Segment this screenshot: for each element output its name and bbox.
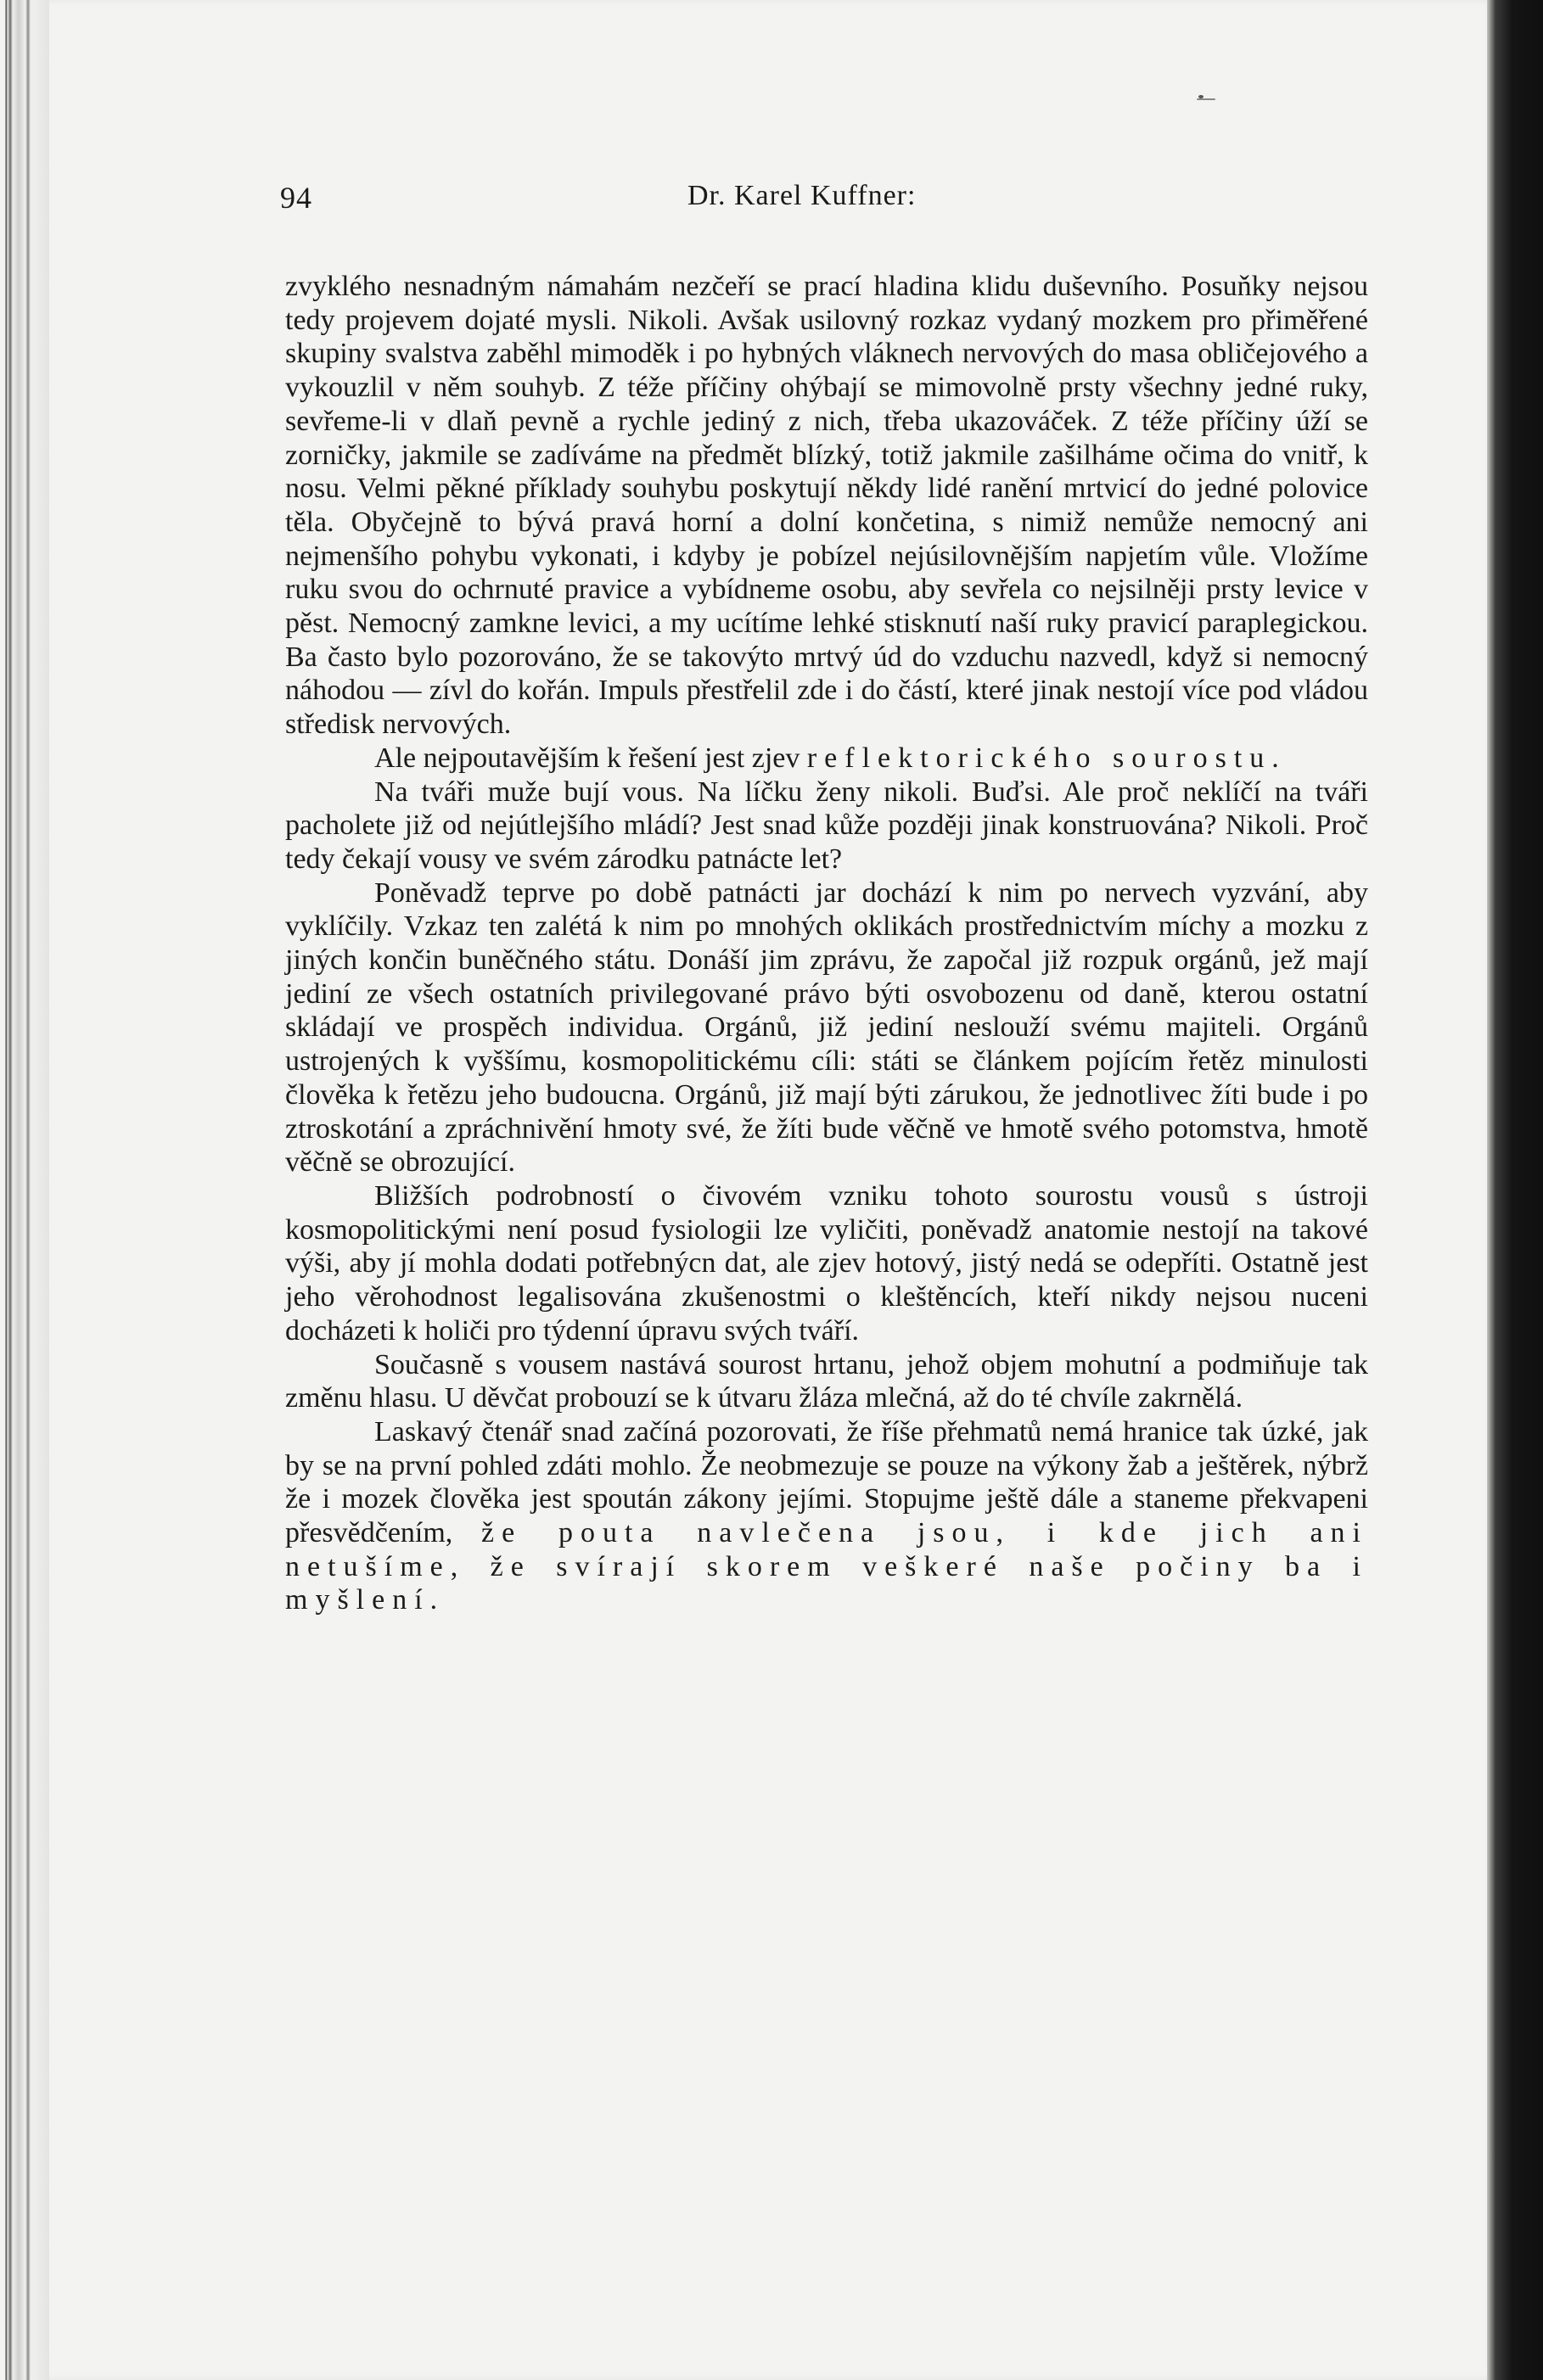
running-head: Dr. Karel Kuffner: bbox=[687, 180, 917, 211]
paragraph-text: Bližších podrobností o čivovém vzniku tohoto sourostu vousů s ústroji kosmopolitickými není posud fysiologii lze vyličiti, poněvadž anatomie nestojí na takové výši, aby jí mohla dodati potřebnýcn dat, ale zjev hotový, jistý nedá se odepříti. Ostatně jest jeho věrohodnost legalisována zkušenostmi o kleštěncích, kteří nikdy nejsou nuceni docházeti k holiči pro týdenní úpravu svých tváří. bbox=[285, 1179, 1368, 1347]
body-text bbox=[285, 270, 1368, 1617]
paragraph-tail: . bbox=[429, 1584, 438, 1616]
binding-edge bbox=[0, 0, 49, 2380]
paragraph-text: Poněvadž teprve po době patnácti jar dochází k nim po nervech vyzvání, aby vyklíčily. Vzkaz ten zalétá k nim po mnohých oklikách prostřednictvím míchy a mozku z jiných končin buněčného státu. Donáší jim zprávu, že započal již rozpuk orgánů, jež mají jediní ze všech ostatních privilegované právo býti osvobozenu od daně, kterou ostatní skládají ve prospěch individua. Orgánů, již jediní neslouží svému majiteli. Orgánů ustrojených k vyššímu, kosmopolitickému cíli: státi se článkem pojícím řetěz minulosti člověka k řetězu jeho budoucna. Orgánů, již mají býti zárukou, že jednotlivec žíti bude i po ztroskotání a zpráchnivění hmoty své, že žíti bude věčně ve hmotě svého potomstva, hmotě věčně se obrozující. bbox=[285, 876, 1368, 1179]
paragraph bbox=[285, 1415, 1368, 1617]
paragraph bbox=[285, 270, 1368, 742]
paragraph-text: Současně s vousem nastává sourost hrtanu, jehož objem mohutní a podmiňuje tak změnu hlasu. U děvčat probouzí se k útvaru žláza mlečná, až do té chvíle zakrnělá. bbox=[285, 1348, 1368, 1414]
paragraph-tail: . bbox=[1271, 742, 1279, 774]
dust-speck bbox=[1197, 98, 1215, 100]
emphasized-text: reflektorického sourostu bbox=[806, 742, 1272, 774]
paragraph bbox=[285, 1179, 1368, 1348]
scanner-shadow bbox=[1487, 0, 1543, 2380]
page-header bbox=[280, 180, 1328, 231]
paragraph bbox=[285, 1348, 1368, 1415]
paragraph-text: Ale nejpoutavějším k řešení jest zjev bbox=[374, 742, 807, 774]
paragraph-text: zvyklého nesnadným námahám nezčeří se prací hladina klidu duševního. Posuňky nejsou tedy projevem dojaté mysli. Nikoli. Avšak usilovný rozkaz vydaný mozkem pro přiměřené skupiny svalstva zaběhl mimoděk i po hybných vláknech nervových do masa obličejového a vykouzlil v něm souhyb. Z téže příčiny ohýbají se mimovolně prsty všechny jedné ruky, sevřeme-li v dlaň pevně a rychle jediný z nich, třeba ukazováček. Z téže příčiny úží se zorničky, jakmile se zadíváme na předmět blízký, totiž jakmile zašilháme očima do vnitř, k nosu. Velmi pěkné příklady souhybu poskytují někdy lidé ranění mrtvicí do jedné polovice těla. Obyčejně to bývá pravá horní a dolní končetina, s nimiž nemůže nemocný ani nejmenšího pohybu vykonati, i kdyby je pobízel nejúsilovnějším napjetím vůle. Vložíme ruku svou do ochrnuté pravice a vybídneme osobu, aby sevřela co nejsilněji prsty levice v pěst. Nemocný zamkne levici, a my ucítíme lehké stisknutí naší ruky pravicí paraplegickou. Ba často bylo pozorováno, že se takovýto mrtvý úd do vzduchu nazvedl, když si nemocný náhodou — zívl do kořán. Impuls přestřelil zde i do částí, které jinak nestojí více pod vládou středisk nervových. bbox=[285, 271, 1368, 741]
paragraph bbox=[285, 876, 1368, 1179]
paragraph bbox=[285, 776, 1368, 876]
paragraph bbox=[285, 742, 1368, 776]
page-number: 94 bbox=[280, 181, 312, 215]
paragraph-text: Laskavý čtenář snad začíná pozorovati, že říše přehmatů nemá hranice tak úzké, jak by se na první pohled zdáti mohlo. Že neobmezuje se pouze na výkony žab a ještěrek, nýbrž že i mozek člověka jest spoután zákony jejími. Stopujme ještě dále a staneme překvapeni přesvědčením, bbox=[285, 1415, 1368, 1549]
emphasized-text: že pouta navlečena jsou, i kde jich ani netušíme, že svírají skorem veškeré naše počiny ba i myšlení bbox=[285, 1517, 1369, 1616]
paragraph-text: Na tváři muže bují vous. Na líčku ženy nikoli. Buďsi. Ale proč neklíčí na tváři pacholete již od nejútlejšího mládí? Jest snad kůže později jinak konstruována? Nikoli. Proč tedy čekají vousy ve svém zárodku patnácte let? bbox=[285, 776, 1368, 875]
